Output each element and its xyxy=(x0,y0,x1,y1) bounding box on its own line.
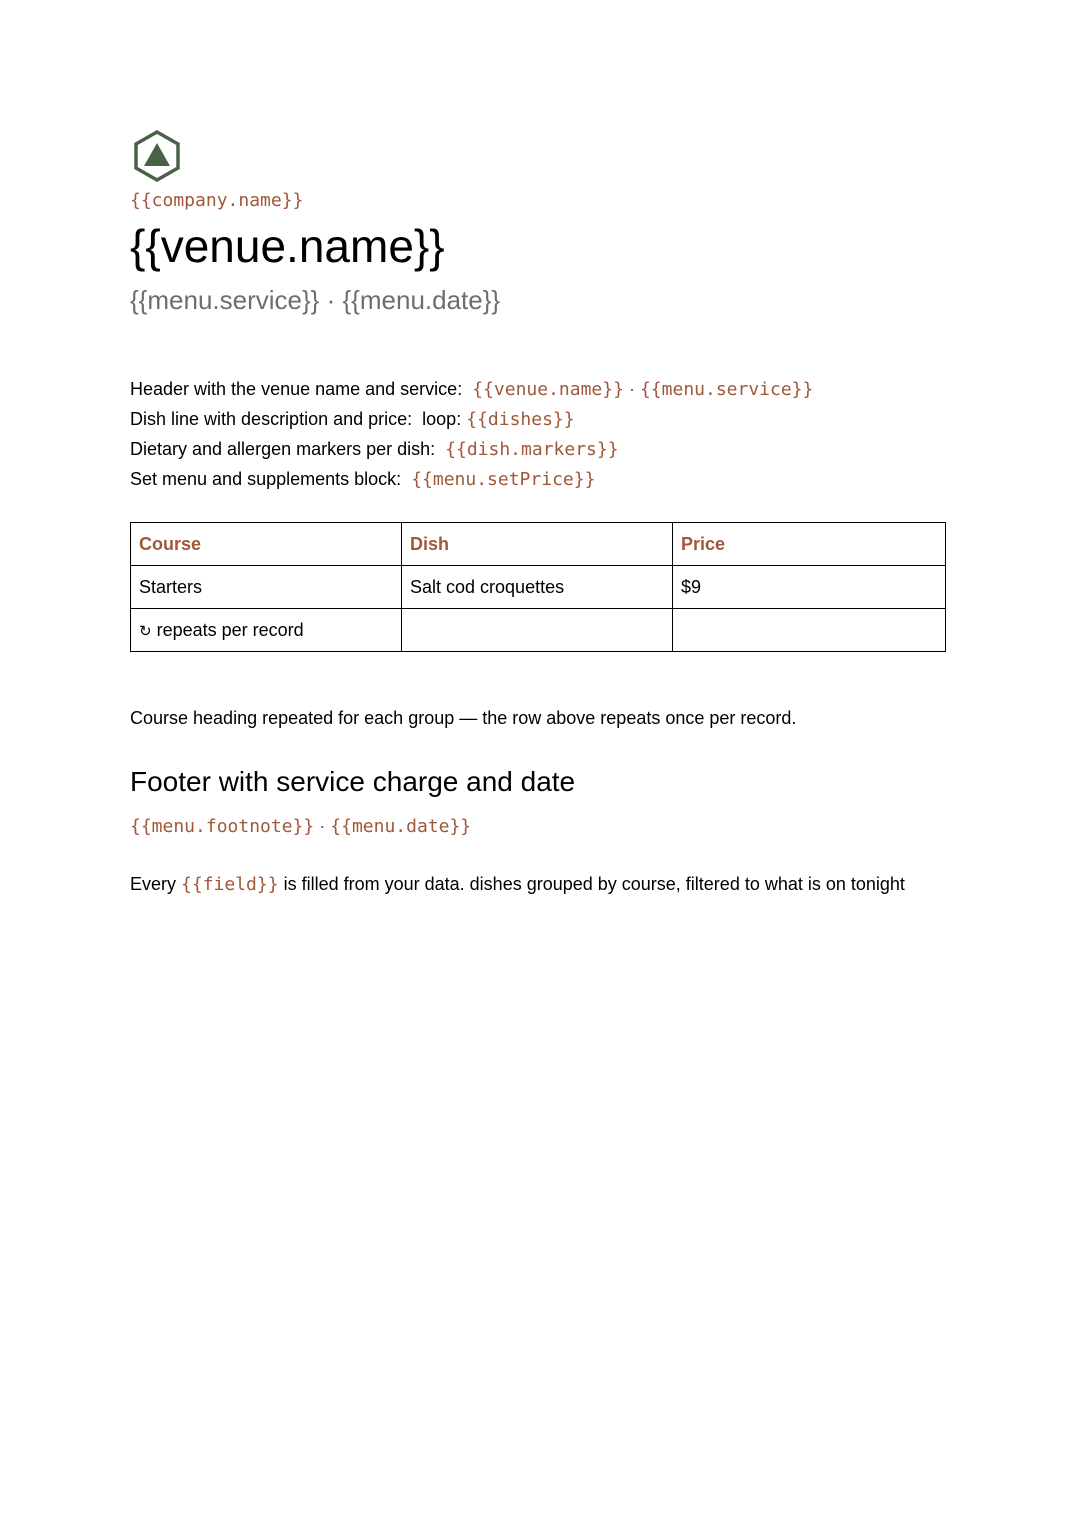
note-prefix: Every xyxy=(130,874,177,894)
subtitle-date: {{menu.date}} xyxy=(342,285,501,315)
column-header-course: Course xyxy=(131,523,402,566)
repeat-cell xyxy=(131,609,402,652)
field-label: Header with the venue name and service: xyxy=(130,379,463,399)
hexagon-triangle-logo-icon xyxy=(133,130,181,182)
field-line-markers xyxy=(130,434,813,464)
footer-tokens xyxy=(130,816,471,837)
repeat-label: repeats per record xyxy=(156,619,304,640)
note-suffix: is filled from your data. dishes grouped by course, filtered to what is on tonight xyxy=(283,874,905,894)
field-token: {{menu.setPrice}} xyxy=(411,469,596,490)
explanatory-note xyxy=(130,870,945,899)
column-header-price: Price xyxy=(673,523,946,566)
field-line-header xyxy=(130,374,813,404)
company-name-token: {{company.name}} xyxy=(130,190,304,211)
repeat-row xyxy=(131,609,946,652)
field-label: Dietary and allergen markers per dish: xyxy=(130,439,436,459)
table-row xyxy=(131,566,946,609)
field-list xyxy=(130,374,813,494)
table-header-row xyxy=(131,523,946,566)
field-token: {{dish.markers}} xyxy=(445,439,619,460)
footer-separator: · xyxy=(319,816,326,836)
field-line-dish xyxy=(130,404,813,434)
table-caption: Course heading repeated for each group — the row above repeats once per record. xyxy=(130,708,797,728)
note-token: {{field}} xyxy=(181,874,279,895)
cell-dish: Salt cod croquettes xyxy=(402,566,673,609)
field-token: {{menu.service}} xyxy=(639,379,814,400)
menu-subtitle xyxy=(130,285,500,316)
empty-cell xyxy=(402,609,673,652)
cell-price: $9 xyxy=(673,566,946,609)
venue-title: {{venue.name}} xyxy=(130,220,445,272)
field-token: {{dishes}} xyxy=(466,409,575,430)
menu-table xyxy=(130,522,946,652)
cell-course: Starters xyxy=(131,566,402,609)
footer-token-date: {{menu.date}} xyxy=(330,816,472,837)
field-label: Dish line with description and price: xyxy=(130,409,413,429)
footer-heading: Footer with service charge and date xyxy=(130,766,576,797)
field-token: {{venue.name}} xyxy=(472,379,624,400)
field-loop-label: loop: xyxy=(422,409,462,429)
column-header-dish: Dish xyxy=(402,523,673,566)
subtitle-service: {{menu.service}} xyxy=(130,285,320,315)
field-label: Set menu and supplements block: xyxy=(130,469,402,489)
footer-token-footnote: {{menu.footnote}} xyxy=(130,816,315,837)
empty-cell xyxy=(673,609,946,652)
field-separator: · xyxy=(628,379,635,399)
field-line-setmenu xyxy=(130,464,813,494)
repeat-icon: ↻ xyxy=(139,622,152,640)
subtitle-separator: · xyxy=(326,285,336,315)
